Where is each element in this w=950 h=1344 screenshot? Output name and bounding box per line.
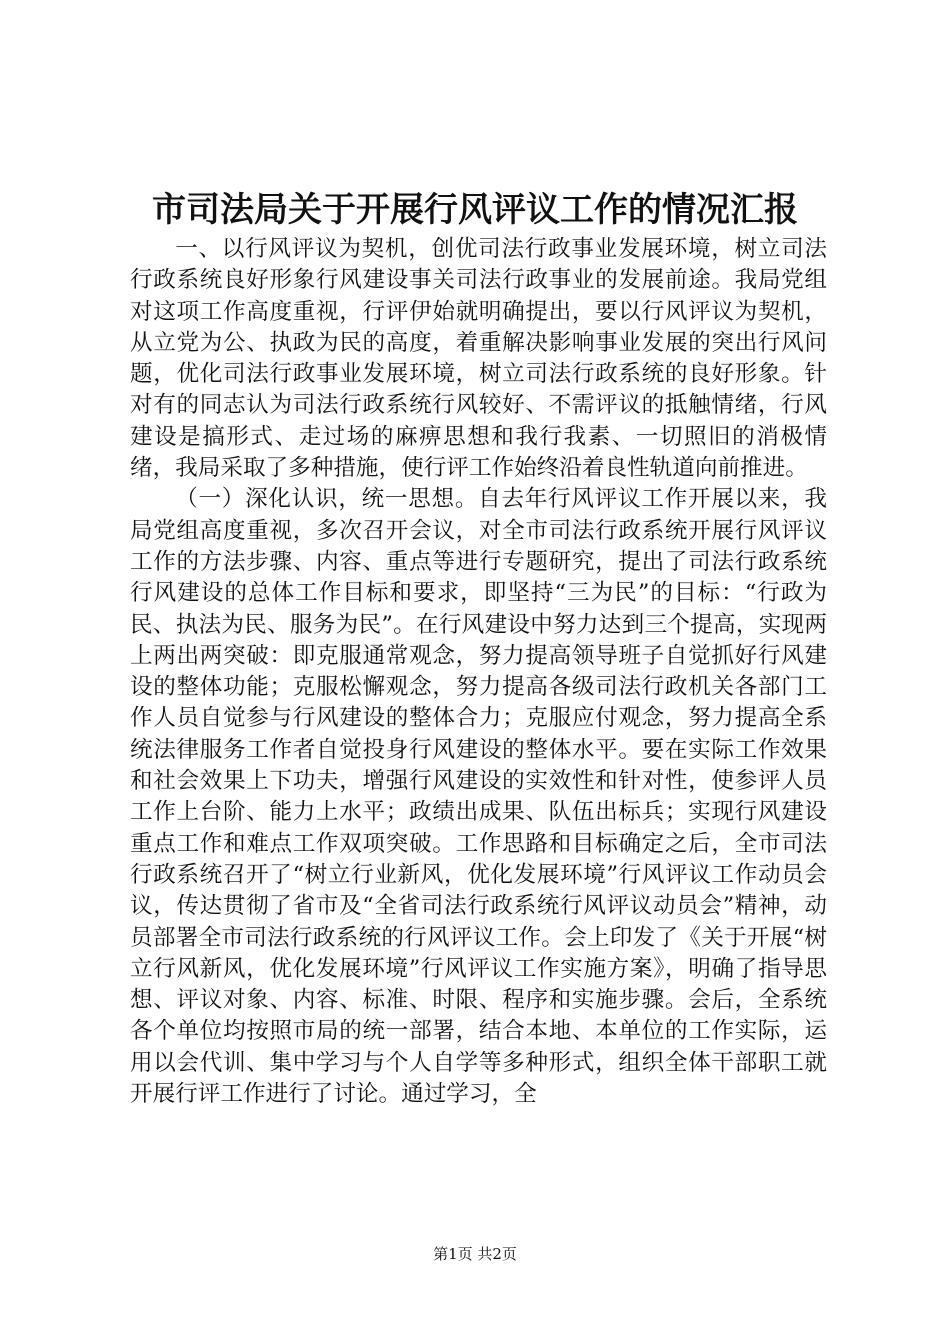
- paragraph-1: 一、以行风评议为契机，创优司法行政事业发展环境，树立司法行政系统良好形象行风建设事关司法行政事业的发展前途。我局党组对这项工作高度重视，行评伊始就明确提出，要以行风评议为契机，从立党为公、执政为民的高度，着重解决影响事业发展的突出行风问题，优化司法行政事业发展环境，树立司法行政系统的良好形象。针对有的同志认为司法行政系统行风较好、不需评议的抵触情绪，行风建设是搞形式、走过场的麻痹思想和我行我素、一切照旧的消极情绪，我局采取了多种措施，使行评工作始终沿着良性轨道向前推进。: [130, 236, 827, 482]
- document-title: 市司法局关于开展行风评议工作的情况汇报: [152, 190, 798, 230]
- page-indicator: 第1页 共2页: [433, 1245, 517, 1263]
- document-body: [130, 234, 827, 1110]
- paragraph-2: （一）深化认识，统一思想。自去年行风评议工作开展以来，我局党组高度重视，多次召开会议，对全市司法行政系统开展行风评议工作的方法步骤、内容、重点等进行专题研究，提出了司法行政系统行风建设的总体工作目标和要求，即坚持“三为民”的目标：“行政为民、执法为民、服务为民”。在行风建设中努力达到三个提高，实现两上两出两突破：即克服通常观念，努力提高领导班子自觉抓好行风建设的整体功能；克服松懈观念，努力提高各级司法行政机关各部门工作人员自觉参与行风建设的整体合力；克服应付观念，努力提高全系统法律服务工作者自觉投身行风建设的整体水平。要在实际工作效果和社会效果上下功夫，增强行风建设的实效性和针对性，使参评人员工作上台阶、能力上水平；政绩出成果、队伍出标兵；实现行风建设重点工作和难点工作双项突破。工作思路和目标确定之后，全市司法行政系统召开了“树立行业新风，优化发展环境”行风评议工作动员会议，传达贯彻了省市及“全省司法行政系统行风评议动员会”精神，动员部署全市司法行政系统的行风评议工作。会上印发了《关于开展“树立行风新风，优化发展环境”行风评议工作实施方案》，明确了指导思想、评议对象、内容、标准、时限、程序和实施步骤。会后，全系统各个单位均按照市局的统一部署，结合本地、本单位的工作实际，运用以会代训、集中学习与个人自学等多种形式，组织全体干部职工就开展行评工作进行了讨论。通过学习，全: [130, 486, 827, 1108]
